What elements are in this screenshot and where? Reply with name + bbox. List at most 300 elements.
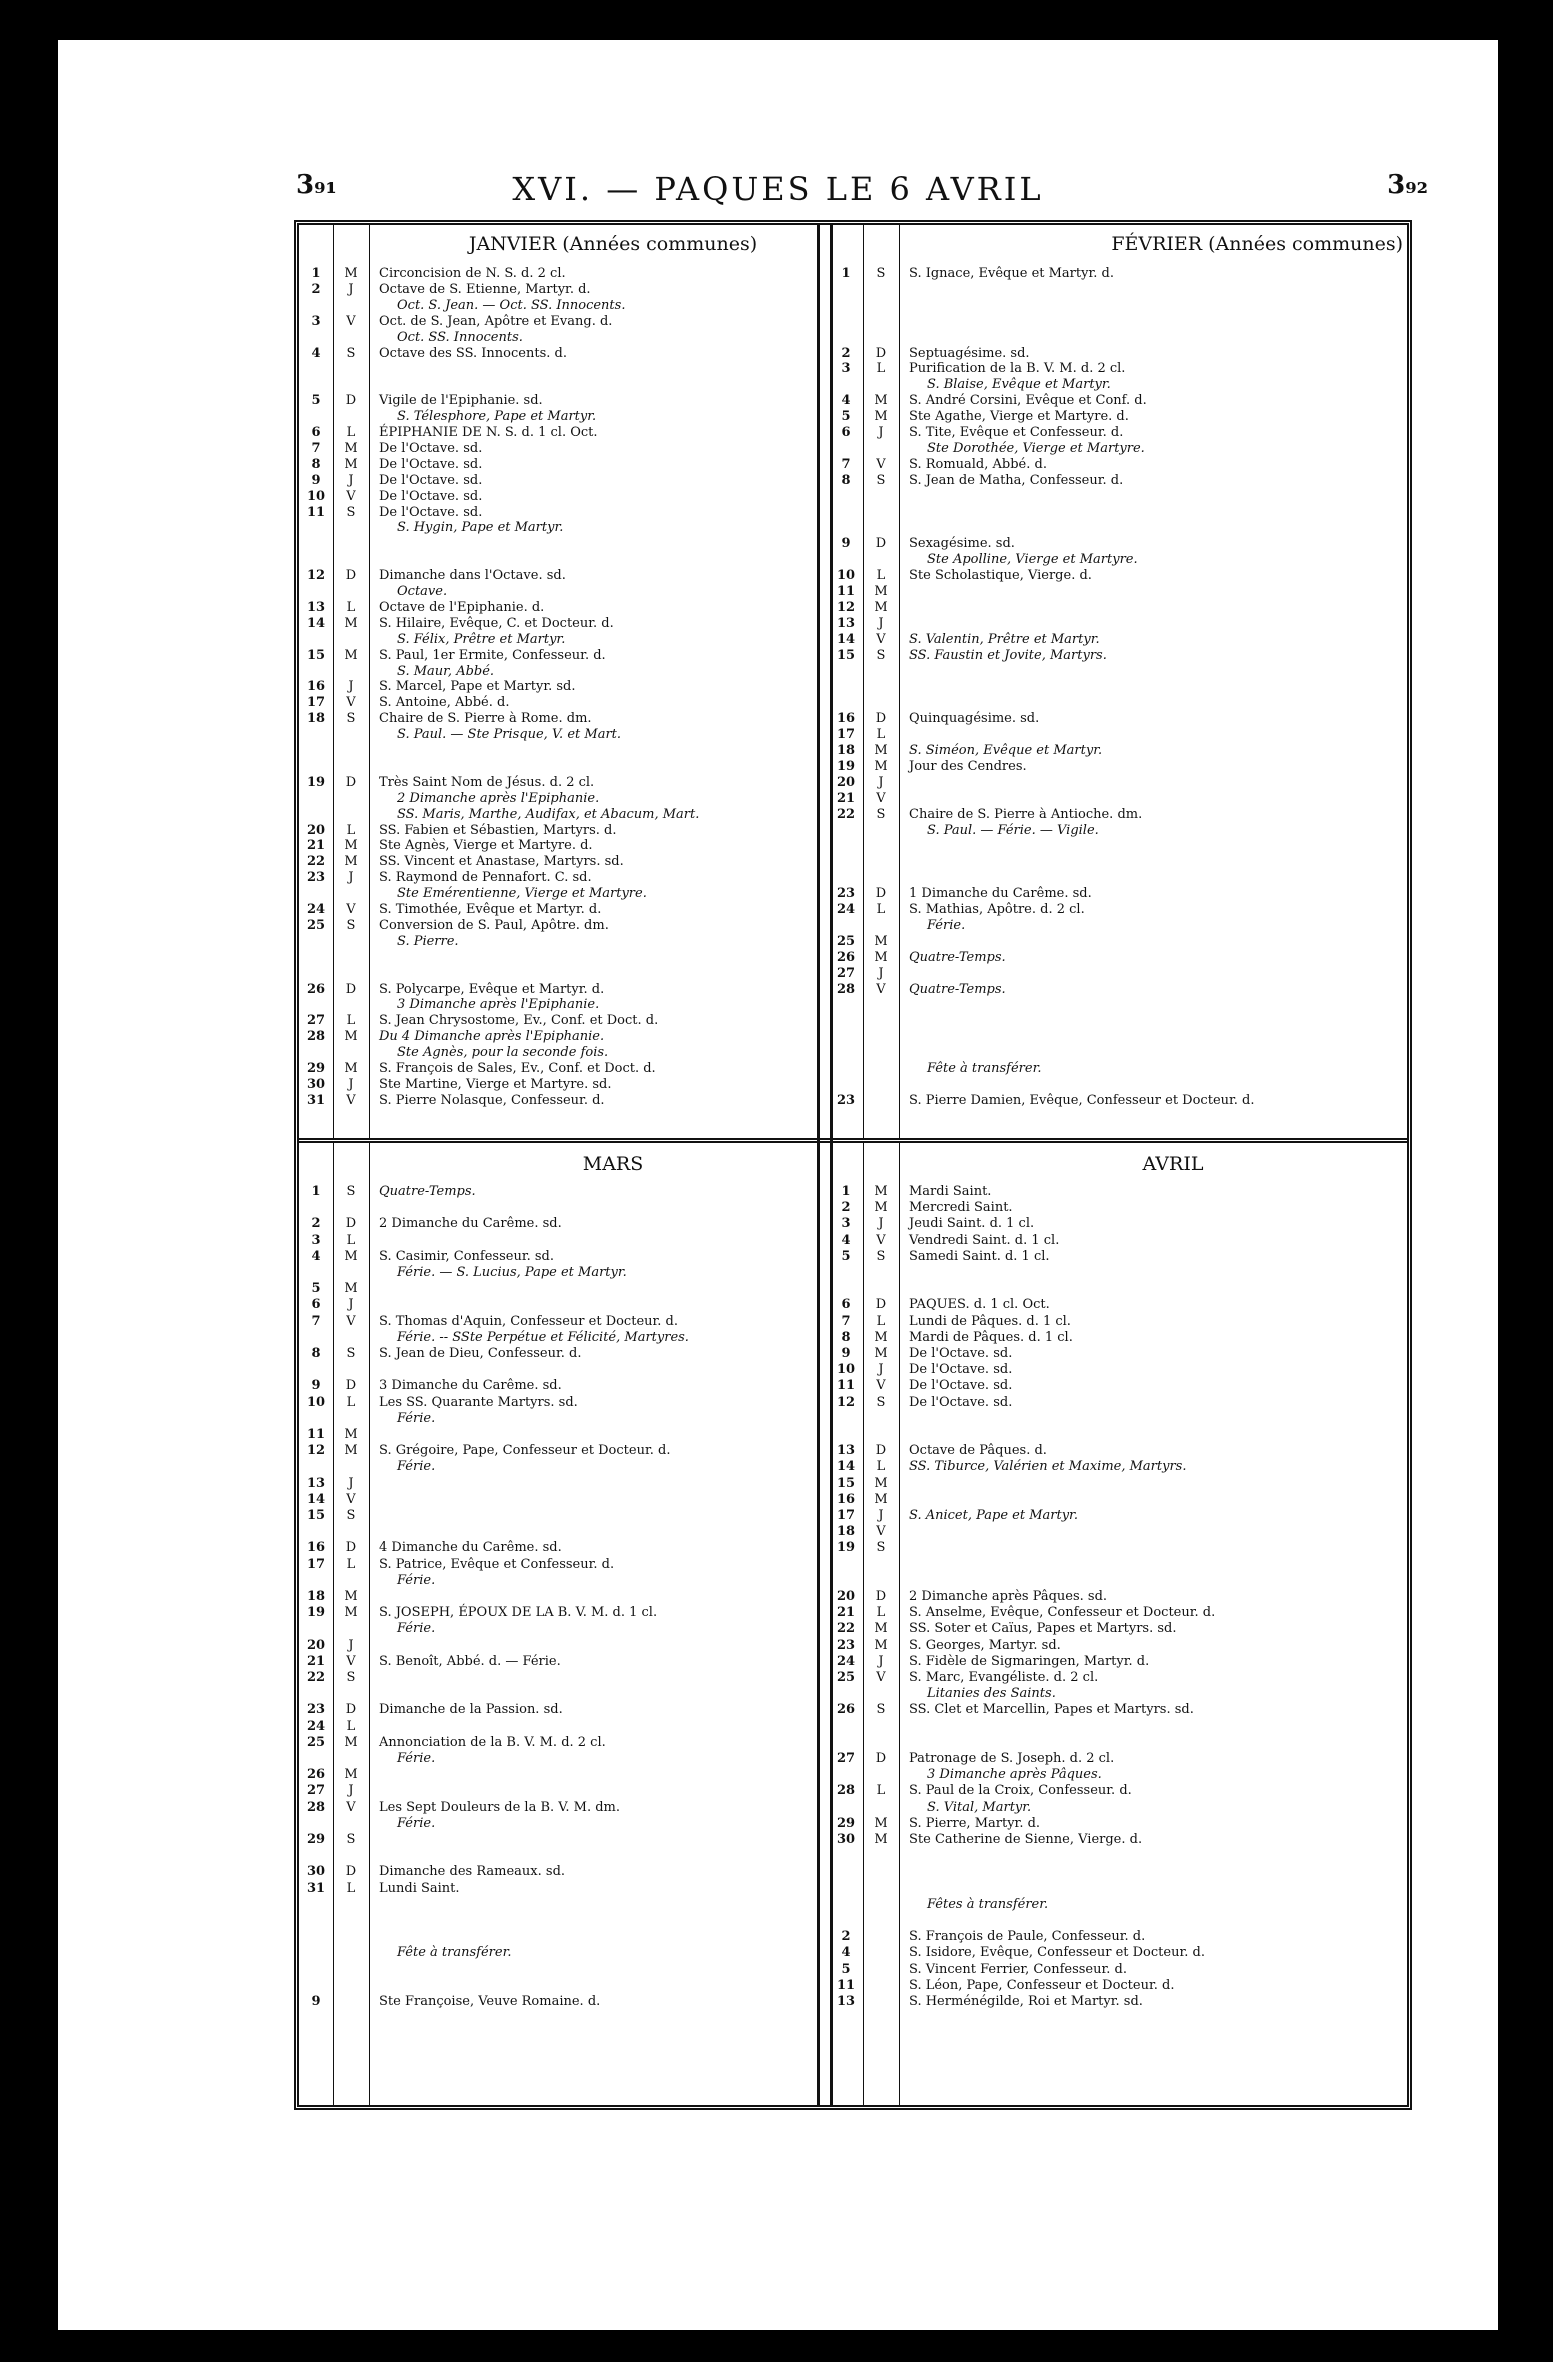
- weekday-letter: V: [346, 1092, 356, 1108]
- feast-text: PAQUES. d. 1 cl. Oct.: [909, 1297, 1050, 1313]
- calendar-row: [299, 776, 817, 790]
- feast-text: Fête à transférer.: [397, 1945, 512, 1961]
- day-number: 18: [306, 1589, 326, 1604]
- weekday-letter: S: [346, 711, 356, 727]
- feast-text: S. Pierre Nolasque, Confesseur. d.: [379, 1092, 605, 1108]
- weekday-letter: L: [876, 568, 886, 584]
- weekday-letter: S: [876, 1248, 886, 1264]
- feast-text: Ste Catherine de Sienne, Vierge. d.: [909, 1832, 1143, 1847]
- feast-text: 2 Dimanche du Carême. sd.: [379, 1216, 562, 1232]
- weekday-letter: S: [346, 1670, 356, 1685]
- day-number: 29: [306, 1832, 326, 1847]
- feast-text: 2 Dimanche après Pâques. sd.: [909, 1589, 1108, 1604]
- calendar-row: [829, 967, 1407, 981]
- day-number: 2: [841, 345, 851, 361]
- feast-text: 3 Dimanche du Carême. sd.: [379, 1378, 562, 1394]
- feast-text: S. Hilaire, Evêque, C. et Docteur. d.: [379, 615, 614, 631]
- feast-text: Conversion de S. Paul, Apôtre. dm.: [379, 917, 609, 933]
- page-sheet: [58, 40, 1498, 2330]
- weekday-letter: J: [878, 1653, 884, 1669]
- feast-text: Ste Agnès, Vierge et Martyre. d.: [379, 838, 593, 854]
- calendar-row: [829, 1687, 1407, 1701]
- day-number: 4: [841, 1945, 851, 1961]
- feast-text: 2 Dimanche après l'Epiphanie.: [397, 790, 600, 806]
- day-number: 20: [306, 822, 326, 838]
- weekday-letter: M: [344, 1767, 358, 1783]
- weekday-letter: M: [874, 758, 888, 774]
- calendar-row: [299, 1801, 817, 1815]
- feast-text: S. Benoît, Abbé. d. — Férie.: [379, 1653, 561, 1669]
- weekday-letter: V: [876, 1524, 886, 1540]
- feast-text: Mercredi Saint.: [909, 1200, 1013, 1216]
- quadrant-mars: [299, 1143, 817, 2105]
- day-number: 5: [841, 1961, 851, 1977]
- weekday-letter: D: [875, 1443, 887, 1459]
- calendar-row: [299, 1030, 817, 1044]
- calendar-row: [299, 887, 817, 901]
- month-heading: MARS: [582, 1153, 644, 1175]
- calendar-row: [829, 1379, 1407, 1393]
- weekday-letter: S: [346, 345, 356, 361]
- day-number: 15: [306, 1508, 326, 1523]
- weekday-letter: D: [345, 981, 357, 997]
- feast-text: Quatre-Temps.: [909, 981, 1006, 997]
- weekday-letter: J: [348, 679, 354, 695]
- weekday-letter: S: [346, 504, 356, 520]
- day-number: 25: [306, 1734, 326, 1750]
- weekday-letter: D: [345, 1540, 357, 1556]
- weekday-letter: V: [876, 1378, 886, 1394]
- feast-text: De l'Octave. sd.: [909, 1362, 1013, 1378]
- weekday-letter: L: [346, 1880, 356, 1896]
- feast-text: Ste Apolline, Vierge et Martyre.: [927, 552, 1138, 568]
- calendar-row: [299, 728, 817, 742]
- calendar-row: [829, 1363, 1407, 1377]
- feast-text: S. Jean de Dieu, Confesseur. d.: [379, 1346, 582, 1361]
- feast-text: S. Félix, Prêtre et Martyr.: [397, 631, 566, 647]
- feast-text: Du 4 Dimanche après l'Epiphanie.: [379, 1029, 605, 1045]
- feast-text: Très Saint Nom de Jésus. d. 2 cl.: [379, 774, 595, 790]
- day-number: 2: [841, 1929, 851, 1945]
- weekday-letter: D: [345, 393, 357, 409]
- calendar-row: [829, 378, 1407, 392]
- weekday-letter: L: [876, 361, 886, 377]
- feast-text: Samedi Saint. d. 1 cl.: [909, 1248, 1050, 1264]
- calendar-row: [829, 649, 1407, 663]
- calendar-row: [829, 1347, 1407, 1361]
- weekday-letter: M: [344, 266, 358, 281]
- weekday-letter: L: [346, 1718, 356, 1734]
- calendar-row: [299, 1752, 817, 1766]
- weekday-letter: V: [876, 790, 886, 806]
- weekday-letter: M: [344, 440, 358, 456]
- day-number: 13: [836, 1443, 856, 1459]
- weekday-letter: L: [346, 1013, 356, 1029]
- weekday-letter: V: [346, 902, 356, 917]
- calendar-row: [299, 315, 817, 329]
- day-number: 13: [836, 1994, 856, 2009]
- month-heading: JANVIER (Années communes): [468, 233, 758, 255]
- day-number: 11: [836, 1977, 856, 1993]
- calendar-row: [299, 1817, 817, 1831]
- day-number: 22: [306, 854, 326, 870]
- day-number: 28: [306, 1029, 326, 1045]
- weekday-letter: S: [346, 1832, 356, 1847]
- day-number: 26: [836, 949, 856, 965]
- feast-text: S. Valentin, Prêtre et Martyr.: [909, 631, 1100, 647]
- day-number: 2: [311, 1216, 321, 1232]
- calendar-row: [829, 1541, 1407, 1555]
- feast-text: S. François de Sales, Ev., Conf. et Doct. d.: [379, 1061, 656, 1076]
- day-number: 12: [306, 1443, 326, 1459]
- calendar-row: [829, 458, 1407, 472]
- feast-text: Lundi de Pâques. d. 1 cl.: [909, 1313, 1071, 1329]
- feast-text: SS. Faustin et Jovite, Martyrs.: [909, 647, 1107, 663]
- day-number: 16: [306, 1540, 326, 1556]
- weekday-letter: M: [344, 615, 358, 631]
- calendar-row: [299, 1768, 817, 1782]
- day-number: 8: [311, 456, 321, 472]
- calendar-row: [299, 1671, 817, 1685]
- feast-text: Férie. — S. Lucius, Pape et Martyr.: [397, 1265, 627, 1280]
- calendar-row: [829, 585, 1407, 599]
- feast-text: S. Jean de Matha, Confesseur. d.: [909, 472, 1124, 488]
- day-number: 14: [306, 615, 326, 631]
- calendar-row: [829, 1898, 1407, 1912]
- day-number: 14: [836, 1459, 856, 1475]
- day-number: 9: [311, 1378, 321, 1394]
- calendar-row: [299, 410, 817, 424]
- weekday-letter: S: [346, 1346, 356, 1361]
- feast-text: Annonciation de la B. V. M. d. 2 cl.: [379, 1734, 606, 1750]
- calendar-row: [829, 1062, 1407, 1076]
- day-number: 14: [836, 631, 856, 647]
- calendar-row: [299, 1590, 817, 1604]
- day-number: 4: [841, 1232, 851, 1248]
- calendar-row: [829, 617, 1407, 631]
- feast-text: Octave des SS. Innocents. d.: [379, 345, 567, 361]
- day-number: 29: [836, 1815, 856, 1831]
- weekday-letter: J: [348, 870, 354, 886]
- feast-text: Litanies des Saints.: [927, 1686, 1056, 1702]
- feast-text: Oct. SS. Innocents.: [397, 329, 523, 345]
- weekday-letter: D: [875, 1297, 887, 1313]
- month-heading: FÉVRIER (Années communes): [1111, 233, 1403, 255]
- horizontal-divider: [299, 1138, 1407, 1143]
- feast-text: Mardi de Pâques. d. 1 cl.: [909, 1329, 1073, 1345]
- weekday-letter: M: [874, 1621, 888, 1637]
- calendar-row: [299, 903, 817, 917]
- calendar-row: [299, 1347, 817, 1361]
- weekday-letter: M: [874, 933, 888, 949]
- weekday-letter: L: [876, 1313, 886, 1329]
- feast-text: Chaire de S. Pierre à Antioche. dm.: [909, 806, 1143, 822]
- feast-text: Férie.: [397, 1815, 436, 1831]
- day-number: 11: [836, 1378, 856, 1394]
- feast-text: Quatre-Temps.: [379, 1184, 476, 1199]
- day-number: 6: [311, 1297, 321, 1313]
- day-number: 19: [836, 758, 856, 774]
- day-number: 24: [306, 1718, 326, 1734]
- calendar-row: [829, 426, 1407, 440]
- calendar-row: [299, 1460, 817, 1474]
- feast-text: S. Ignace, Evêque et Martyr. d.: [909, 266, 1114, 281]
- calendar-row: [299, 1428, 817, 1442]
- weekday-letter: M: [344, 838, 358, 854]
- calendar-row: [829, 903, 1407, 917]
- calendar-row: [299, 1250, 817, 1264]
- calendar-row: [299, 1558, 817, 1572]
- weekday-letter: J: [878, 1362, 884, 1378]
- weekday-letter: L: [876, 1605, 886, 1621]
- feast-text: 1 Dimanche du Carême. sd.: [909, 886, 1092, 902]
- page-header: [58, 170, 1498, 210]
- feast-text: Férie.: [397, 1572, 436, 1588]
- calendar-row: [299, 633, 817, 647]
- weekday-letter: L: [876, 902, 886, 917]
- weekday-letter: L: [346, 822, 356, 838]
- weekday-letter: M: [874, 409, 888, 425]
- calendar-row: [299, 1315, 817, 1329]
- calendar-row: [829, 887, 1407, 901]
- weekday-letter: S: [876, 1702, 886, 1718]
- page-title: XVI. — PAQUES LE 6 AVRIL: [512, 170, 1044, 208]
- feast-text: S. Télesphore, Pape et Martyr.: [397, 409, 597, 425]
- feast-text: Férie.: [397, 1459, 436, 1475]
- calendar-row: [829, 1525, 1407, 1539]
- calendar-row: [829, 1655, 1407, 1669]
- day-number: 30: [306, 1076, 326, 1092]
- calendar-row: [299, 1865, 817, 1879]
- weekday-letter: J: [348, 1076, 354, 1092]
- weekday-letter: V: [876, 631, 886, 647]
- calendar-row: [299, 712, 817, 726]
- calendar-row: [829, 1801, 1407, 1815]
- calendar-row: [299, 983, 817, 997]
- day-number: 19: [306, 1605, 326, 1621]
- day-number: 13: [836, 615, 856, 631]
- calendar-row: [299, 490, 817, 504]
- calendar-row: [299, 1298, 817, 1312]
- day-number: 15: [836, 647, 856, 663]
- weekday-letter: D: [345, 1702, 357, 1718]
- quadrant-janvier: [299, 225, 817, 1138]
- feast-text: Férie.: [397, 1621, 436, 1637]
- feast-text: De l'Octave. sd.: [379, 440, 483, 456]
- calendar-row: [299, 1784, 817, 1798]
- feast-text: S. Marc, Evangéliste. d. 2 cl.: [909, 1670, 1099, 1685]
- feast-text: Ste Françoise, Veuve Romaine. d.: [379, 1994, 601, 2009]
- calendar-row: [829, 1315, 1407, 1329]
- weekday-letter: V: [876, 1670, 886, 1685]
- calendar-row: [299, 331, 817, 345]
- feast-text: S. André Corsini, Evêque et Conf. d.: [909, 393, 1147, 409]
- feast-text: Oct. de S. Jean, Apôtre et Evang. d.: [379, 313, 613, 329]
- feast-text: S. Georges, Martyr. sd.: [909, 1637, 1061, 1653]
- day-number: 12: [836, 599, 856, 615]
- day-number: 23: [306, 870, 326, 886]
- calendar-row: [299, 1234, 817, 1248]
- weekday-letter: M: [874, 1329, 888, 1345]
- feast-text: S. Romuald, Abbé. d.: [909, 456, 1047, 472]
- calendar-row: [299, 283, 817, 297]
- weekday-letter: J: [878, 965, 884, 981]
- calendar-row: [829, 1298, 1407, 1312]
- calendar-row: [299, 1606, 817, 1620]
- calendar-row: [299, 1574, 817, 1588]
- day-number: 23: [836, 1637, 856, 1653]
- calendar-row: [829, 633, 1407, 647]
- calendar-row: [829, 553, 1407, 567]
- day-number: 17: [836, 727, 856, 743]
- day-number: 27: [836, 1751, 856, 1766]
- weekday-letter: L: [346, 1556, 356, 1572]
- feast-text: Dimanche des Rameaux. sd.: [379, 1864, 566, 1880]
- day-number: 27: [306, 1783, 326, 1799]
- calendar-row: [299, 1444, 817, 1458]
- weekday-letter: V: [346, 1491, 356, 1507]
- calendar-row: [829, 1703, 1407, 1717]
- day-number: 22: [836, 1621, 856, 1637]
- calendar-row: [829, 1331, 1407, 1345]
- quadrant-avril: [829, 1143, 1407, 2105]
- calendar-row: [829, 1460, 1407, 1474]
- day-number: 10: [306, 1394, 326, 1410]
- calendar-row: [829, 410, 1407, 424]
- feast-text: Férie.: [397, 1751, 436, 1766]
- calendar-row: [299, 696, 817, 710]
- feast-text: Quinquagésime. sd.: [909, 711, 1040, 727]
- day-number: 18: [836, 1524, 856, 1540]
- feast-text: Purification de la B. V. M. d. 2 cl.: [909, 361, 1126, 377]
- calendar-row: [829, 1995, 1407, 2009]
- weekday-letter: M: [344, 1589, 358, 1604]
- day-number: 1: [841, 1184, 851, 1199]
- day-number: 21: [836, 1605, 856, 1621]
- calendar-row: [829, 1946, 1407, 1960]
- feast-text: De l'Octave. sd.: [379, 472, 483, 488]
- calendar-row: [829, 1752, 1407, 1766]
- day-number: 22: [306, 1670, 326, 1685]
- day-number: 7: [311, 440, 321, 456]
- calendar-row: [299, 1995, 817, 2009]
- feast-text: S. Antoine, Abbé. d.: [379, 695, 510, 711]
- weekday-letter: J: [878, 615, 884, 631]
- weekday-letter: M: [344, 1605, 358, 1621]
- feast-text: S. Tite, Evêque et Confesseur. d.: [909, 425, 1124, 440]
- day-number: 6: [311, 425, 321, 440]
- feast-text: Octave.: [397, 584, 448, 599]
- calendar-row: [299, 1282, 817, 1296]
- weekday-letter: S: [876, 806, 886, 822]
- day-number: 4: [311, 345, 321, 361]
- day-number: 25: [306, 917, 326, 933]
- weekday-letter: M: [874, 1475, 888, 1491]
- calendar-row: [299, 1412, 817, 1426]
- calendar-row: [299, 998, 817, 1012]
- weekday-letter: M: [874, 1346, 888, 1361]
- weekday-letter: S: [876, 472, 886, 488]
- calendar-row: [299, 1833, 817, 1847]
- weekday-letter: L: [346, 1232, 356, 1248]
- day-number: 21: [306, 838, 326, 854]
- feast-text: Jour des Cendres.: [909, 758, 1027, 774]
- weekday-letter: L: [346, 425, 356, 440]
- calendar-row: [829, 1201, 1407, 1215]
- calendar-row: [299, 1655, 817, 1669]
- calendar-row: [299, 871, 817, 885]
- day-number: 23: [836, 1092, 856, 1108]
- calendar-row: [829, 1817, 1407, 1831]
- day-number: 30: [306, 1864, 326, 1880]
- day-number: 31: [306, 1092, 326, 1108]
- calendar-row: [299, 792, 817, 806]
- feast-text: Patronage de S. Joseph. d. 2 cl.: [909, 1751, 1115, 1766]
- weekday-letter: M: [344, 456, 358, 472]
- calendar-frame: [294, 220, 1412, 2110]
- feast-text: Ste Agathe, Vierge et Martyre. d.: [909, 409, 1129, 425]
- calendar-row: [829, 1784, 1407, 1798]
- calendar-row: [299, 808, 817, 822]
- calendar-row: [829, 1234, 1407, 1248]
- feast-text: ÉPIPHANIE DE N. S. d. 1 cl. Oct.: [379, 425, 598, 440]
- day-number: 7: [311, 1313, 321, 1329]
- feast-text: S. Casimir, Confesseur. sd.: [379, 1248, 555, 1264]
- feast-text: SS. Fabien et Sébastien, Martyrs. d.: [379, 822, 617, 838]
- day-number: 29: [306, 1061, 326, 1076]
- calendar-row: [299, 680, 817, 694]
- feast-text: S. Grégoire, Pape, Confesseur et Docteur. d.: [379, 1443, 671, 1459]
- calendar-row: [299, 426, 817, 440]
- feast-text: Ste Martine, Vierge et Martyre. sd.: [379, 1076, 612, 1092]
- feast-text: 3 Dimanche après Pâques.: [927, 1767, 1102, 1783]
- feast-text: Octave de Pâques. d.: [909, 1443, 1047, 1459]
- calendar-row: [299, 617, 817, 631]
- feast-text: Les Sept Douleurs de la B. V. M. dm.: [379, 1799, 621, 1815]
- day-number: 24: [306, 902, 326, 917]
- day-number: 23: [836, 886, 856, 902]
- day-number: 2: [841, 1200, 851, 1216]
- day-number: 3: [311, 1232, 321, 1248]
- day-number: 23: [306, 1702, 326, 1718]
- weekday-letter: V: [346, 1653, 356, 1669]
- calendar-row: [299, 1509, 817, 1523]
- weekday-letter: M: [874, 1200, 888, 1216]
- feast-text: Vigile de l'Epiphanie. sd.: [379, 393, 543, 409]
- weekday-letter: J: [348, 1475, 354, 1491]
- weekday-letter: L: [876, 1783, 886, 1799]
- weekday-letter: M: [874, 1815, 888, 1831]
- feast-text: Dimanche de la Passion. sd.: [379, 1702, 563, 1718]
- feast-text: S. Patrice, Evêque et Confesseur. d.: [379, 1556, 615, 1572]
- calendar-row: [829, 983, 1407, 997]
- feast-text: De l'Octave. sd.: [909, 1394, 1013, 1410]
- day-number: 17: [306, 1556, 326, 1572]
- calendar-row: [829, 347, 1407, 361]
- feast-text: S. Anselme, Evêque, Confesseur et Docteur. d.: [909, 1605, 1216, 1621]
- day-number: 5: [311, 1281, 321, 1297]
- weekday-letter: M: [344, 647, 358, 663]
- calendar-row: [299, 1720, 817, 1734]
- day-number: 11: [306, 504, 326, 520]
- feast-text: Férie. -- SSte Perpétue et Félicité, Martyres.: [397, 1329, 689, 1345]
- calendar-row: [299, 1477, 817, 1491]
- calendar-row: [299, 1266, 817, 1280]
- page-number-left: 3₉₁: [296, 170, 337, 200]
- day-number: 11: [306, 1427, 326, 1442]
- calendar-row: [829, 1639, 1407, 1653]
- weekday-letter: M: [874, 743, 888, 758]
